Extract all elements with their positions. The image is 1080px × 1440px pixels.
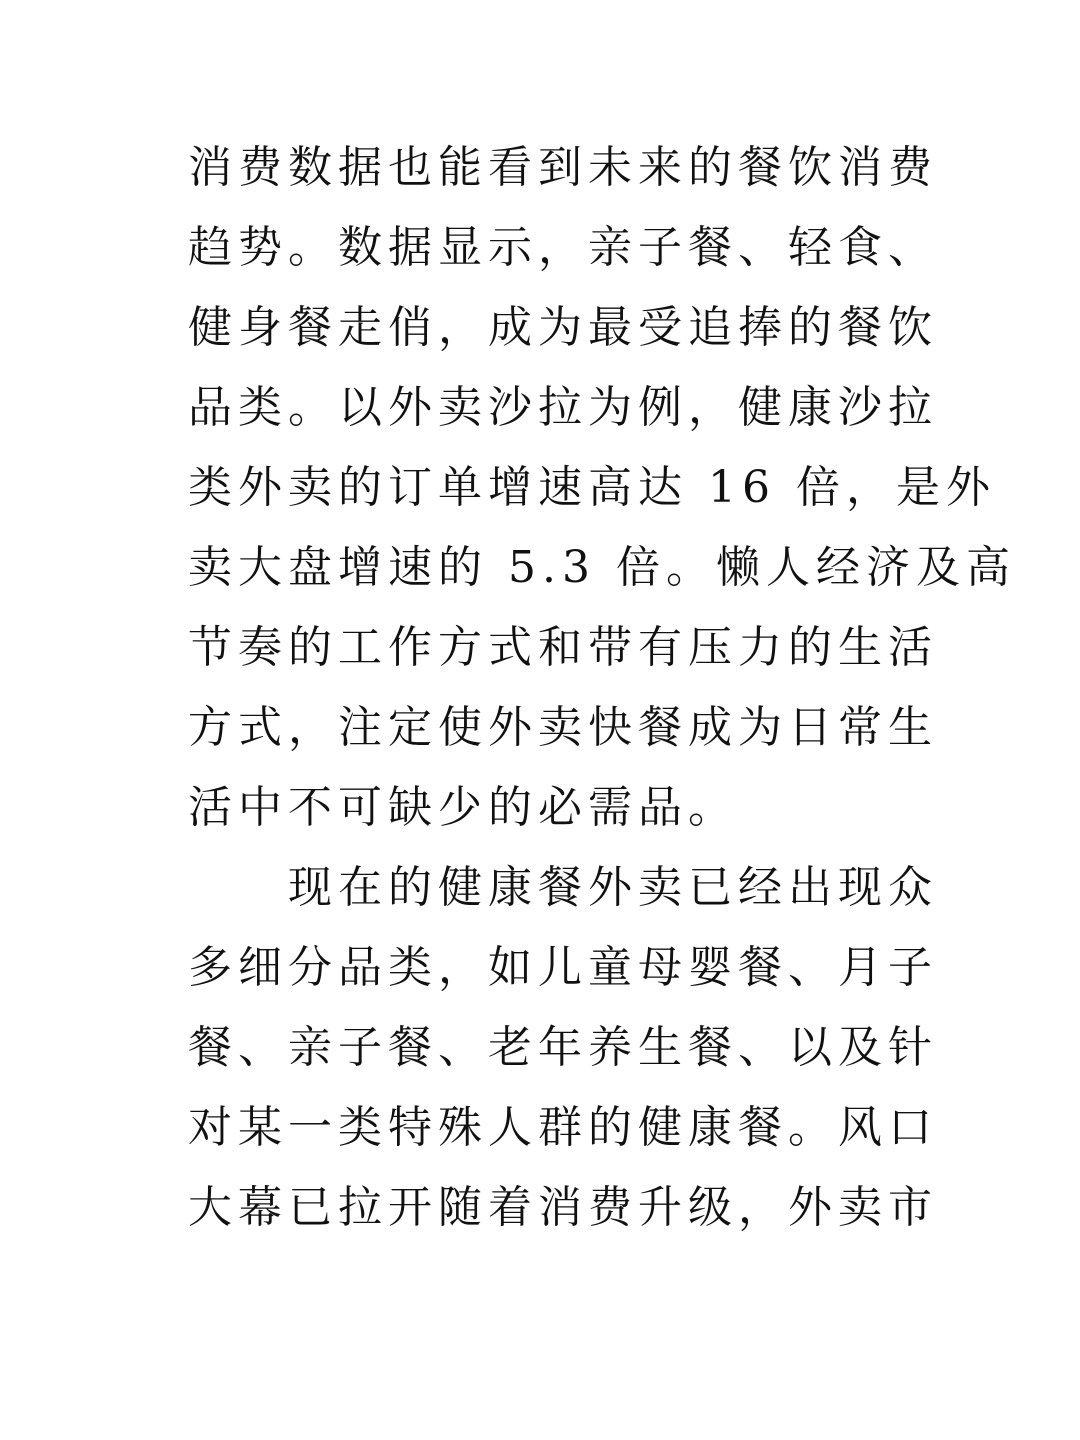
paragraph-1-line-5: 类外卖的订单增速高达 16 倍，是外 <box>188 462 996 513</box>
paragraph-1-line-7: 节奏的工作方式和带有压力的生活 <box>188 622 938 673</box>
paragraph-1-line-6: 卖大盘增速的 5.3 倍。懒人经济及高 <box>188 542 1016 593</box>
paragraph-2-line-5: 大幕已拉开随着消费升级，外卖市 <box>188 1182 938 1233</box>
paragraph-2-line-2: 多细分品类，如儿童母婴餐、月子 <box>188 942 938 993</box>
paragraph-1-line-8: 方式，注定使外卖快餐成为日常生 <box>188 702 938 753</box>
article-text <box>188 128 1016 1248</box>
paragraph-1-line-3: 健身餐走俏，成为最受追捧的餐饮 <box>188 302 938 353</box>
paragraph-2-line-3: 餐、亲子餐、老年养生餐、以及针 <box>188 1022 938 1073</box>
paragraph-1-line-1: 消费数据也能看到未来的餐饮消费 <box>188 142 938 193</box>
paragraph-1-line-9: 活中不可缺少的必需品。 <box>188 782 738 833</box>
paragraph-1-line-4: 品类。以外卖沙拉为例，健康沙拉 <box>188 382 938 433</box>
paragraph-2-line-1: 现在的健康餐外卖已经出现众 <box>188 862 938 913</box>
paragraph-1-line-2: 趋势。数据显示，亲子餐、轻食、 <box>188 222 938 273</box>
paragraph-2-line-4: 对某一类特殊人群的健康餐。风口 <box>188 1102 938 1153</box>
